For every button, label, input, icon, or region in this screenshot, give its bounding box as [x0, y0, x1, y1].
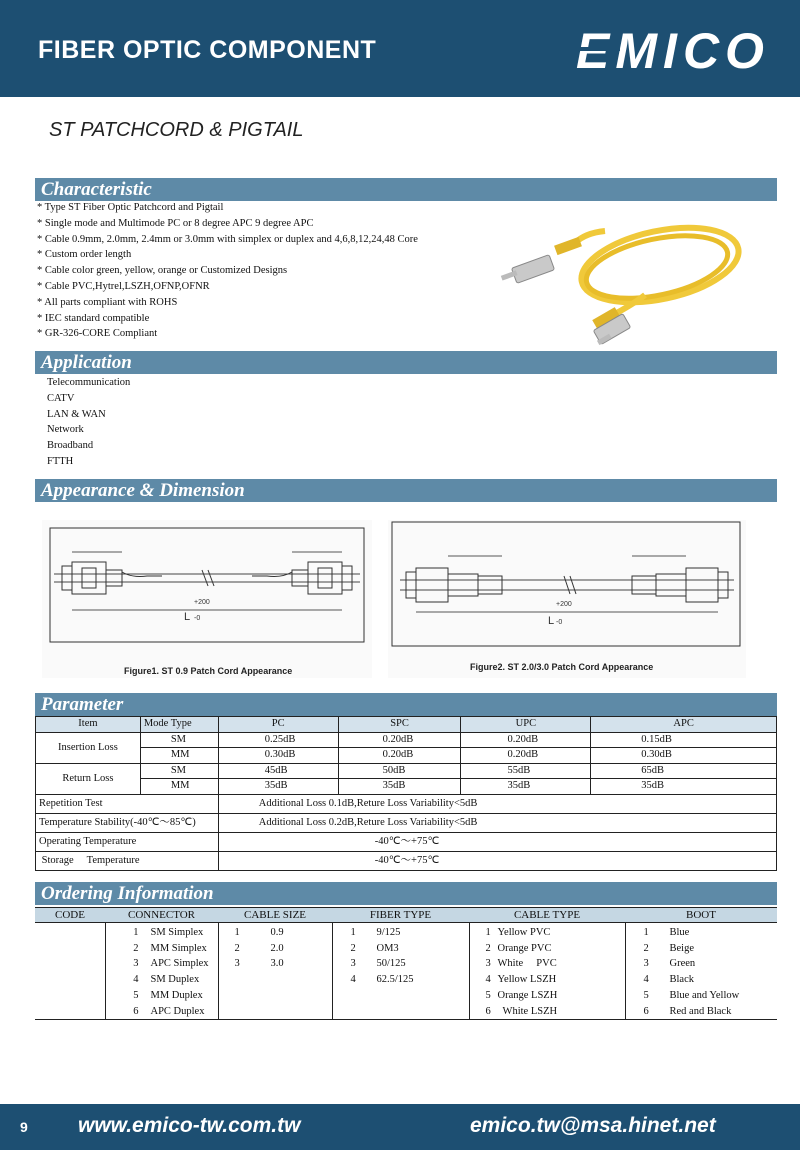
- option-label: Blue and Yellow: [669, 989, 740, 1001]
- connector-options: [105, 923, 218, 1020]
- row-label: Temperature Stability(-40℃～85℃): [36, 813, 219, 832]
- option-label: 62.5/125: [376, 974, 414, 986]
- option-code: 5: [133, 989, 139, 1001]
- list-item: LAN & WAN: [47, 408, 106, 420]
- section-bar-application: [35, 351, 777, 374]
- header-cell: CODE: [35, 908, 105, 923]
- figure-1-caption: Figure1. ST 0.9 Patch Cord Appearance: [124, 666, 293, 676]
- cell: 55dB: [461, 763, 591, 779]
- header-cell: CABLE SIZE: [218, 908, 332, 923]
- table-row: [36, 813, 777, 832]
- option-label: 50/125: [376, 958, 406, 970]
- cell: 50dB: [338, 763, 461, 779]
- option-label: 2.0: [270, 942, 284, 954]
- option-label: Orange PVC: [497, 942, 552, 954]
- fiber-type-options: [332, 923, 469, 1020]
- cell: MM: [140, 748, 218, 764]
- option-label: Black: [669, 974, 694, 986]
- ordering-body: [35, 923, 777, 1020]
- list-item: * Single mode and Multimode PC or 8 degree APC 9 degree APC: [37, 217, 314, 229]
- list-item: Telecommunication: [47, 377, 131, 388]
- cell: 0.20dB: [461, 732, 591, 748]
- option-code: 2: [234, 942, 240, 954]
- cell: 0.30dB: [591, 748, 777, 764]
- header-cell: APC: [591, 717, 777, 733]
- section-bar-appearance: [35, 479, 777, 502]
- option-label: SM Simplex: [150, 927, 204, 938]
- option-label: Orange LSZH: [497, 989, 558, 1001]
- row-label: Storage Temperature: [36, 851, 219, 870]
- option-code: 3: [485, 958, 491, 970]
- option-code: 5: [485, 989, 491, 1001]
- list-item: * Type ST Fiber Optic Patchcord and Pigtail: [37, 202, 224, 213]
- cable-type-options: [469, 923, 625, 1020]
- option-code: 1: [133, 927, 139, 938]
- characteristic-list: [37, 200, 418, 342]
- section-title: Appearance & Dimension: [41, 480, 245, 501]
- row-label: Insertion Loss: [36, 732, 141, 763]
- list-item: * IEC standard compatible: [37, 312, 150, 324]
- header-cell: PC: [218, 717, 338, 733]
- email-link[interactable]: emico.tw@msa.hinet.net: [470, 1114, 716, 1137]
- figure-1-drawing: [42, 520, 372, 650]
- patchcord-photo: [495, 203, 745, 355]
- cell: 0.15dB: [591, 732, 777, 748]
- list-item: * Cable color green, yellow, orange or Customized Designs: [37, 265, 288, 277]
- option-label: 9/125: [376, 927, 401, 938]
- table-row: [36, 832, 777, 851]
- application-list: [47, 375, 130, 470]
- header-cell: Item: [36, 717, 141, 733]
- cell: 65dB: [591, 763, 777, 779]
- row-label: Return Loss: [36, 763, 141, 794]
- option-code: 3: [133, 958, 139, 970]
- page-number: 9: [20, 1119, 28, 1135]
- cell: 0.30dB: [218, 748, 338, 764]
- option-label: White PVC: [497, 958, 557, 970]
- tolerance-plus: +200: [556, 601, 572, 608]
- option-code: 4: [485, 974, 491, 986]
- list-item: * Custom order length: [37, 249, 132, 261]
- table-row: [36, 748, 777, 764]
- option-code: 6: [133, 1005, 139, 1017]
- cell: -40℃～+75℃: [218, 851, 776, 870]
- option-label: Blue: [669, 927, 690, 938]
- document-title: ST PATCHCORD & PIGTAIL: [49, 119, 304, 141]
- table-row: [36, 763, 777, 779]
- option-label: Beige: [669, 942, 694, 954]
- option-code: 1: [643, 927, 649, 938]
- header-cell: Mode Type: [140, 717, 218, 733]
- cell: 0.20dB: [461, 748, 591, 764]
- option-code: 2: [350, 942, 356, 954]
- option-code: 4: [350, 974, 356, 986]
- option-code: 3: [643, 958, 649, 970]
- cell: Additional Loss 0.2dB,Reture Loss Variability<5dB: [218, 813, 776, 832]
- option-label: 0.9: [270, 927, 284, 938]
- length-label: L: [548, 615, 555, 627]
- row-label: Operating Temperature: [36, 832, 219, 851]
- list-item: Network: [47, 424, 84, 436]
- tolerance-minus: -0: [556, 619, 563, 626]
- option-label: Yellow LSZH: [497, 974, 557, 986]
- table-row: [36, 779, 777, 795]
- option-code: 2: [643, 942, 649, 954]
- option-label: Yellow PVC: [497, 927, 551, 938]
- section-bar-parameter: [35, 693, 777, 716]
- option-code: 2: [485, 942, 491, 954]
- cell: MM: [140, 779, 218, 795]
- section-title: Parameter: [41, 694, 124, 715]
- header-cell: SPC: [338, 717, 461, 733]
- cell: SM: [140, 763, 218, 779]
- table-header-row: [35, 908, 777, 923]
- list-item: FTTH: [47, 455, 74, 467]
- option-code: 1: [485, 927, 491, 938]
- boot-options: [625, 923, 777, 1020]
- page-header: [0, 0, 800, 97]
- figure-2-caption: Figure2. ST 2.0/3.0 Patch Cord Appearance: [470, 662, 654, 672]
- section-title: Characteristic: [41, 179, 152, 200]
- cell: 35dB: [591, 779, 777, 795]
- cell: SM: [140, 732, 218, 748]
- tolerance-minus: -0: [194, 615, 201, 622]
- option-code: 4: [133, 974, 139, 986]
- option-code: 2: [133, 942, 139, 954]
- option-label: White LSZH: [497, 1005, 558, 1017]
- list-item: * Cable PVC,Hytrel,LSZH,OFNP,OFNR: [37, 280, 210, 292]
- table-row: [36, 732, 777, 748]
- cell: Additional Loss 0.1dB,Reture Loss Variability<5dB: [218, 794, 776, 813]
- option-label: Red and Black: [669, 1005, 732, 1017]
- option-label: MM Simplex: [150, 942, 207, 954]
- code-cell: [35, 923, 105, 1020]
- option-label: OM3: [376, 942, 399, 954]
- cell: 0.20dB: [338, 748, 461, 764]
- section-title: Application: [41, 352, 132, 373]
- cable-size-options: [218, 923, 332, 1020]
- cell: 35dB: [338, 779, 461, 795]
- header-cell: BOOT: [625, 908, 777, 923]
- option-code: 3: [234, 958, 240, 970]
- list-item: * All parts compliant with ROHS: [37, 296, 178, 308]
- tolerance-plus: +200: [194, 599, 210, 606]
- emico-logo: [568, 22, 778, 78]
- header-title: FIBER OPTIC COMPONENT: [38, 36, 377, 64]
- figure-1: [42, 520, 372, 678]
- cell: 0.25dB: [218, 732, 338, 748]
- section-title: Ordering Information: [41, 883, 214, 904]
- option-label: MM Duplex: [150, 989, 203, 1001]
- table-row: [36, 851, 777, 870]
- header-cell: CONNECTOR: [105, 908, 218, 923]
- cell: 45dB: [218, 763, 338, 779]
- list-item: CATV: [47, 392, 75, 404]
- header-cell: FIBER TYPE: [332, 908, 469, 923]
- option-label: APC Simplex: [150, 958, 209, 970]
- cell: 35dB: [461, 779, 591, 795]
- list-item: * Cable 0.9mm, 2.0mm, 2.4mm or 3.0mm with simplex or duplex and 4,6,8,12,24,48 Core: [37, 233, 418, 245]
- cell: 0.20dB: [338, 732, 461, 748]
- option-label: APC Duplex: [150, 1005, 205, 1017]
- table-row: [36, 794, 777, 813]
- parameter-table: [35, 716, 777, 871]
- header-cell: CABLE TYPE: [469, 908, 625, 923]
- header-cell: UPC: [461, 717, 591, 733]
- figure-2-drawing: [388, 520, 746, 650]
- cell: 35dB: [218, 779, 338, 795]
- length-label: L: [184, 611, 191, 623]
- option-code: 4: [643, 974, 649, 986]
- figure-2: [388, 520, 746, 678]
- row-label: Repetition Test: [36, 794, 219, 813]
- option-code: 3: [350, 958, 356, 970]
- option-code: 1: [234, 927, 240, 938]
- option-label: 3.0: [270, 958, 284, 970]
- option-code: 6: [485, 1005, 491, 1017]
- cell: -40℃～+75℃: [218, 832, 776, 851]
- list-item: Broadband: [47, 440, 94, 452]
- option-code: 5: [643, 989, 649, 1001]
- option-code: 1: [350, 927, 356, 938]
- option-code: 6: [643, 1005, 649, 1017]
- section-bar-characteristic: [35, 178, 777, 201]
- website-link[interactable]: www.emico-tw.com.tw: [78, 1114, 301, 1137]
- section-bar-ordering: [35, 882, 777, 905]
- table-header-row: [36, 717, 777, 733]
- option-label: Green: [669, 958, 696, 970]
- option-label: SM Duplex: [150, 974, 200, 986]
- page-footer: [0, 1104, 800, 1150]
- logo-text: EMICO: [576, 23, 770, 78]
- ordering-table: [35, 907, 777, 1020]
- list-item: * GR-326-CORE Compliant: [37, 328, 158, 340]
